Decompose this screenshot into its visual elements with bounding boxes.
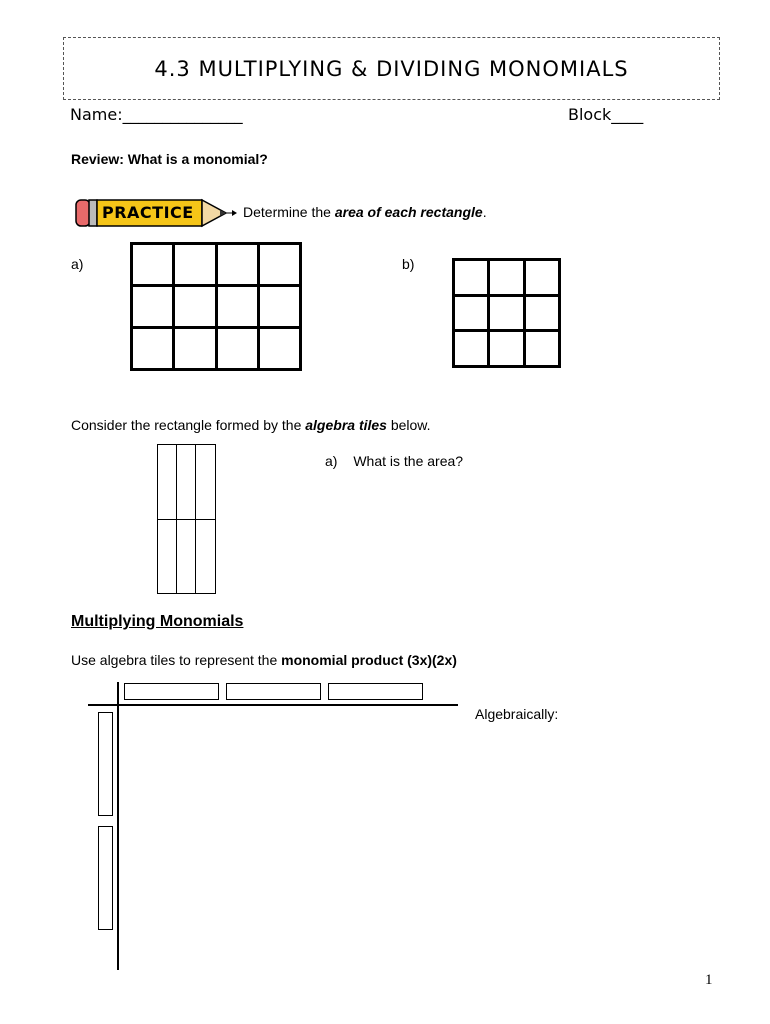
x-tile [157,519,178,594]
algebra-tile-rectangle [157,444,216,594]
grid-a-cell [260,329,299,368]
area-question-text: What is the area? [353,453,464,469]
title-box [63,37,720,100]
grid-b-cell [526,297,558,330]
algebra-tiles-intro: Consider the rectangle formed by the algebra tiles below. [71,417,431,433]
grid-a [130,242,302,371]
area-question-label: a) [325,453,338,469]
x-tile [176,519,197,594]
multiplying-instruction: Use algebra tiles to represent the monomial product (3x)(2x) [71,652,457,668]
grid-a-cell [260,287,299,326]
grid-a-cell [175,329,214,368]
x-tile-top [226,683,321,700]
algebraically-label: Algebraically: [475,706,559,722]
grid-a-cell [133,287,172,326]
grid-b-cell [455,261,487,294]
practice-instruction: Determine the area of each rectangle. [243,204,487,220]
page-number: 1 [705,972,713,988]
x-tile-top [124,683,219,700]
area-question [325,453,463,469]
x-tile-top [328,683,423,700]
grid-b-cell [490,332,522,365]
x-tile-side [98,826,113,930]
grid-b-cell [490,261,522,294]
grid-a-cell [175,245,214,284]
grid-a-cell [218,329,257,368]
grid-a-cell [175,287,214,326]
x-tile [195,444,216,521]
grid-a-cell [133,329,172,368]
multiplying-heading: Multiplying Monomials [71,613,244,630]
grid-b [452,258,561,368]
grid-a-cell [133,245,172,284]
review-question: Review: What is a monomial? [71,151,268,167]
x-tile [157,444,178,521]
grid-a-cell [218,245,257,284]
grid-b-cell [455,297,487,330]
x-tile-side [98,712,113,816]
vertical-axis-line [117,682,119,970]
grid-b-cell [455,332,487,365]
horizontal-axis-line [88,704,458,706]
name-field[interactable]: Name:_______________ [70,105,243,124]
label-a: a) [71,256,84,272]
grid-b-cell [490,297,522,330]
grid-a-cell [218,287,257,326]
grid-a-cell [260,245,299,284]
practice-badge-label: PRACTICE [102,203,194,222]
x-tile [195,519,216,594]
grid-b-cell [526,332,558,365]
practice-pencil-icon [74,196,239,230]
worksheet-title: 4.3 MULTIPLYING & DIVIDING MONOMIALS [154,56,629,81]
label-b: b) [402,256,415,272]
grid-b-cell [526,261,558,294]
block-field[interactable]: Block____ [568,105,644,124]
x-tile [176,444,197,521]
